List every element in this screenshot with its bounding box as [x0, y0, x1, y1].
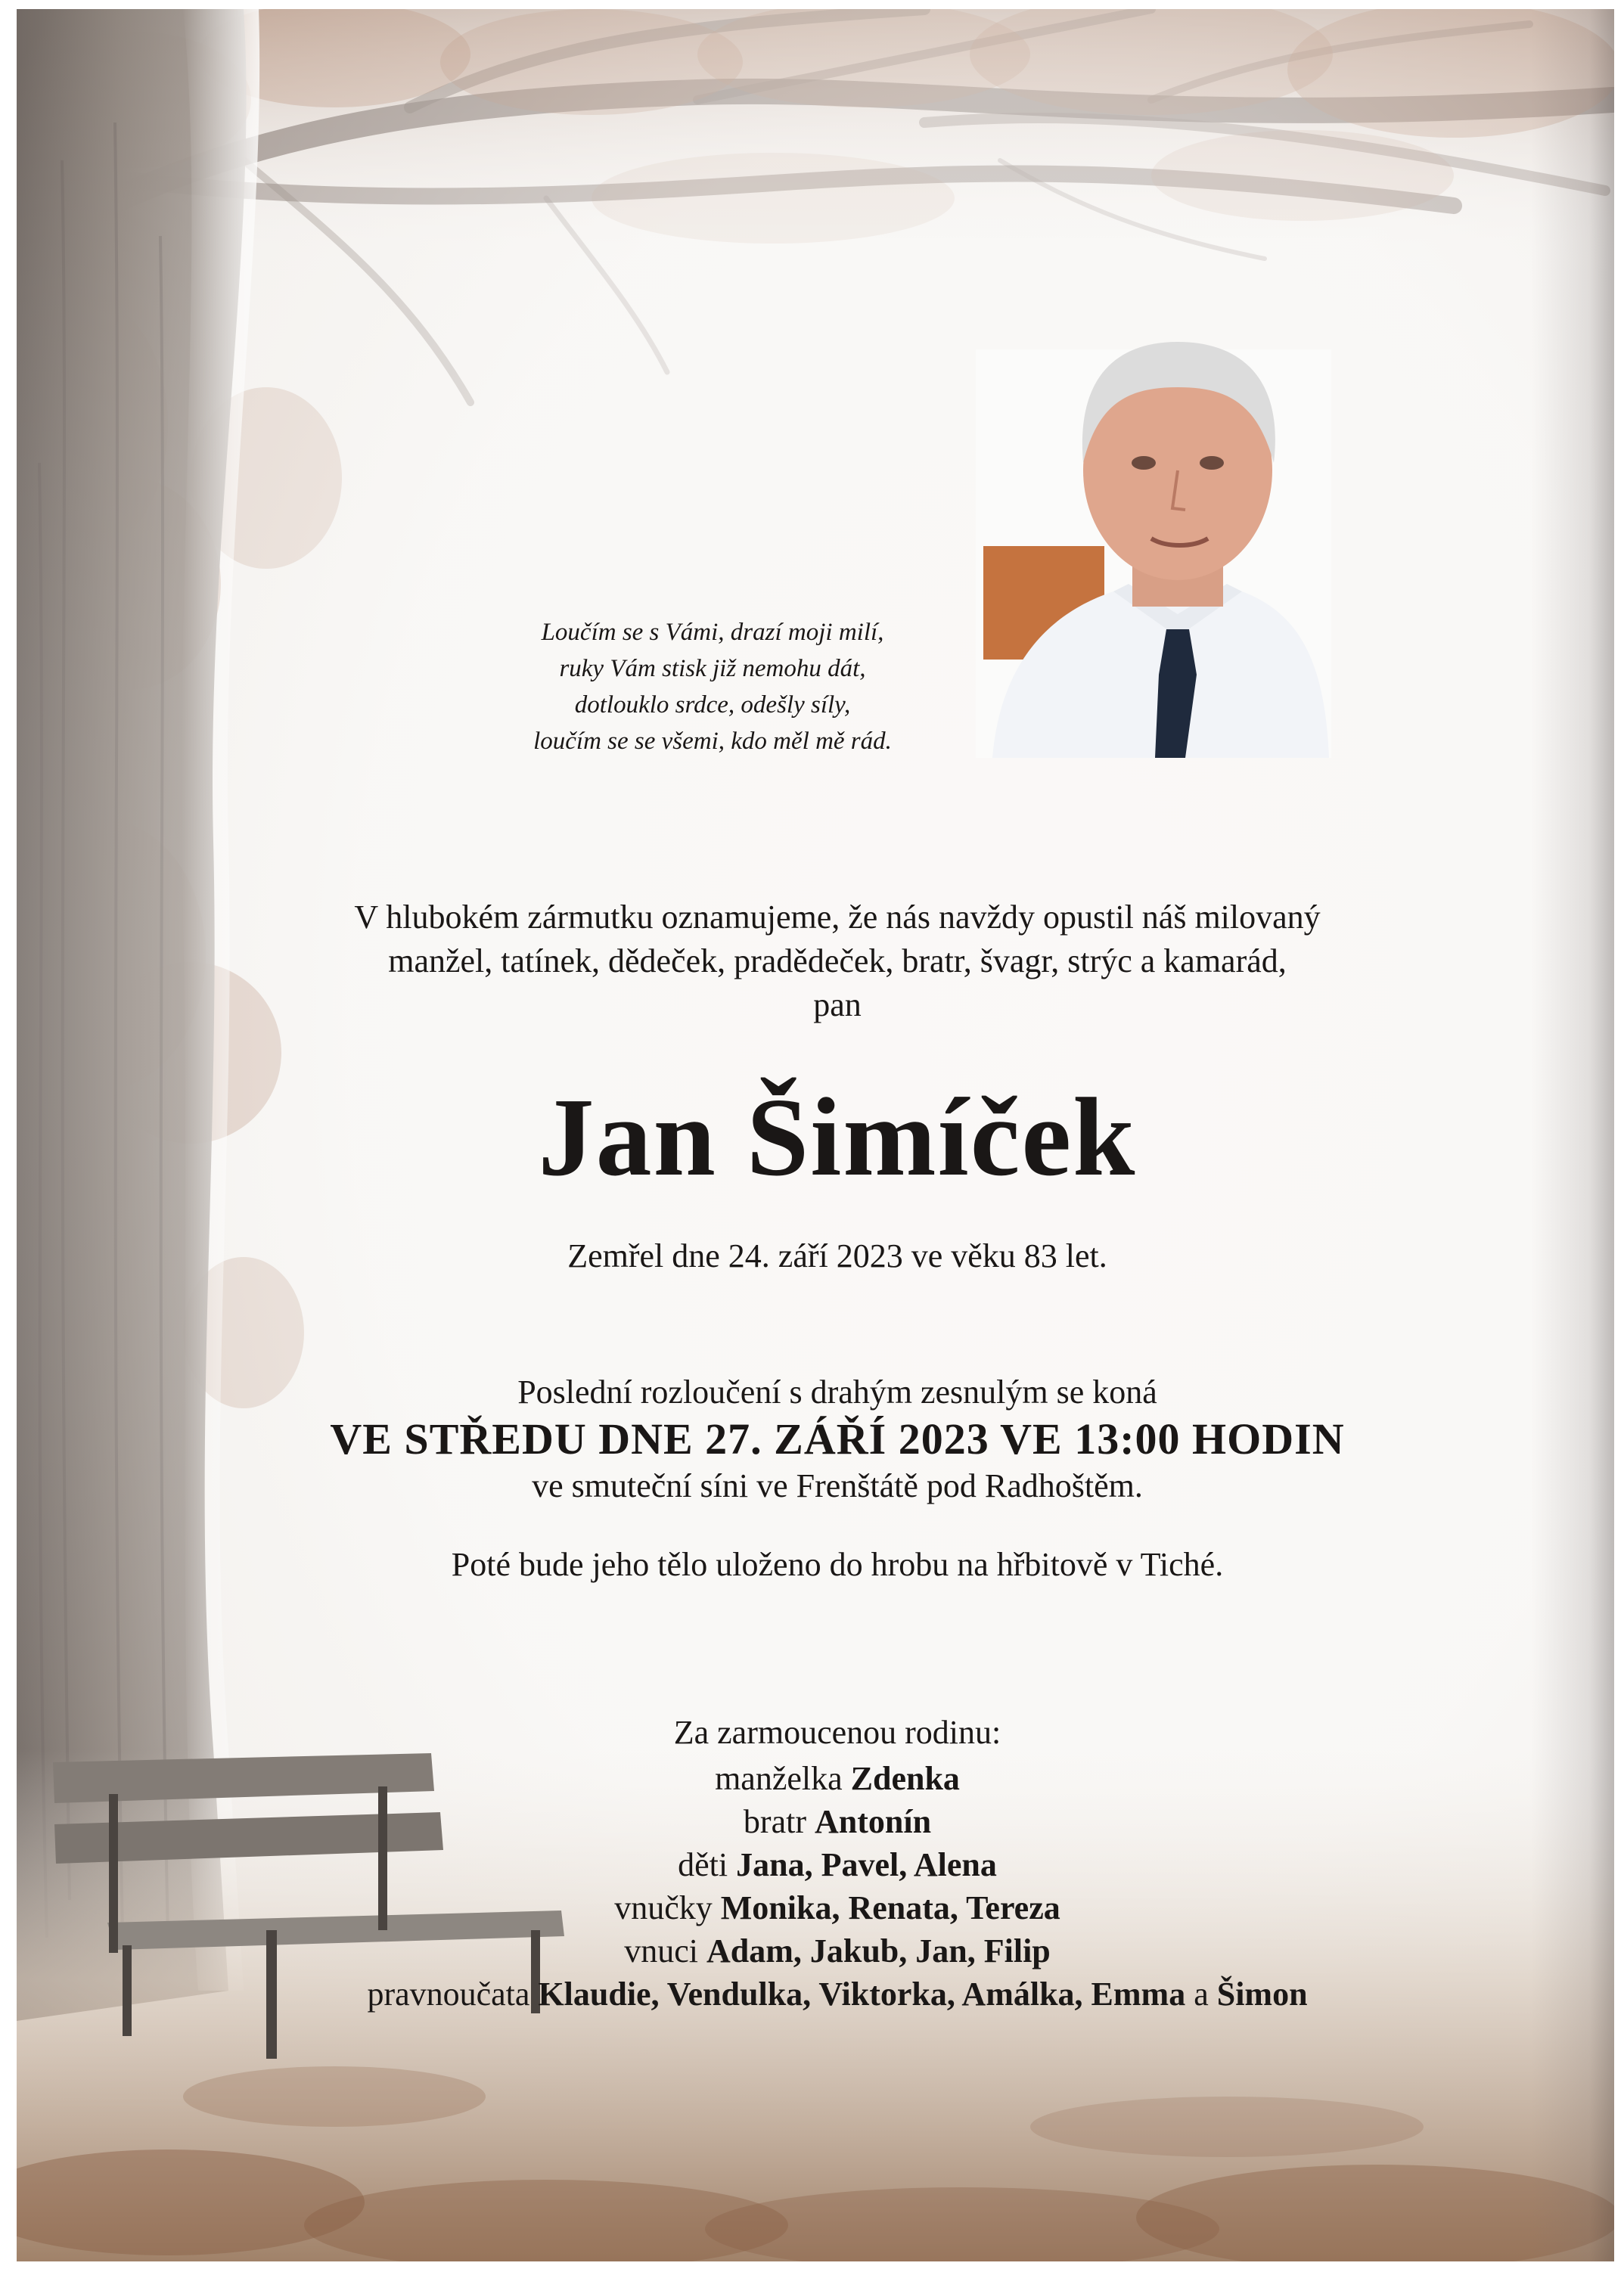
family-row: [77, 1757, 1598, 1800]
announcement-intro: [77, 895, 1598, 1027]
funeral-announcement: [77, 1370, 1598, 1508]
family-row: [77, 1973, 1598, 2016]
portrait-photo: [976, 342, 1331, 758]
family-conjunction: a: [1185, 1976, 1217, 2013]
family-names: Monika, Renata, Tereza: [720, 1889, 1060, 1926]
family-row: [77, 1800, 1598, 1843]
farewell-poem: [440, 614, 985, 759]
intro-line: V hlubokém zármutku oznamujeme, že nás navždy opustil náš milovaný: [354, 899, 1321, 936]
family-last-name: Šimon: [1216, 1976, 1308, 2013]
family-row: [77, 1843, 1598, 1886]
family-relation: vnučky: [614, 1889, 721, 1926]
death-date-line: Zemřel dne 24. září 2023 ve věku 83 let.: [567, 1237, 1107, 1274]
family-names: Antonín: [814, 1803, 932, 1840]
family-signatures: [77, 1711, 1598, 2016]
family-heading: Za zarmoucenou rodinu:: [673, 1714, 1001, 1751]
family-row: [77, 1929, 1598, 1973]
intro-line: pan: [813, 986, 862, 1023]
burial-note: Poté bude jeho tělo uloženo do hrobu na hřbitově v Tiché.: [451, 1546, 1224, 1583]
family-relation: vnuci: [624, 1932, 706, 1969]
obituary-sheet: [17, 9, 1614, 2261]
poem-line: ruky Vám stisk již nemohu dát,: [559, 655, 866, 682]
poem-line: dotlouklo srdce, odešly síly,: [574, 691, 851, 719]
funeral-place: ve smuteční síni ve Frenštátě pod Radhoštěm.: [532, 1467, 1143, 1504]
family-names: Adam, Jakub, Jan, Filip: [706, 1932, 1051, 1969]
family-names: Jana, Pavel, Alena: [736, 1846, 997, 1883]
family-names: Klaudie, Vendulka, Viktorka, Amálka, Emma: [538, 1976, 1186, 2013]
family-names: Zdenka: [850, 1760, 960, 1797]
deceased-name: Jan Šimíček: [538, 1076, 1137, 1200]
family-relation: bratr: [743, 1803, 815, 1840]
poem-line: Loučím se s Vámi, drazí moji milí,: [541, 619, 884, 646]
family-relation: manželka: [715, 1760, 851, 1797]
family-relation: pravnoučata: [367, 1976, 539, 2013]
funeral-date-time: VE STŘEDU DNE 27. ZÁŘÍ 2023 VE 13:00 HODIN: [330, 1414, 1345, 1464]
intro-line: manžel, tatínek, dědeček, pradědeček, bratr, švagr, strýc a kamarád,: [388, 942, 1287, 979]
family-relation: děti: [678, 1846, 737, 1883]
poem-line: loučím se se všemi, kdo měl mě rád.: [533, 728, 892, 755]
family-row: [77, 1886, 1598, 1929]
funeral-intro: Poslední rozloučení s drahým zesnulým se koná: [517, 1374, 1157, 1411]
